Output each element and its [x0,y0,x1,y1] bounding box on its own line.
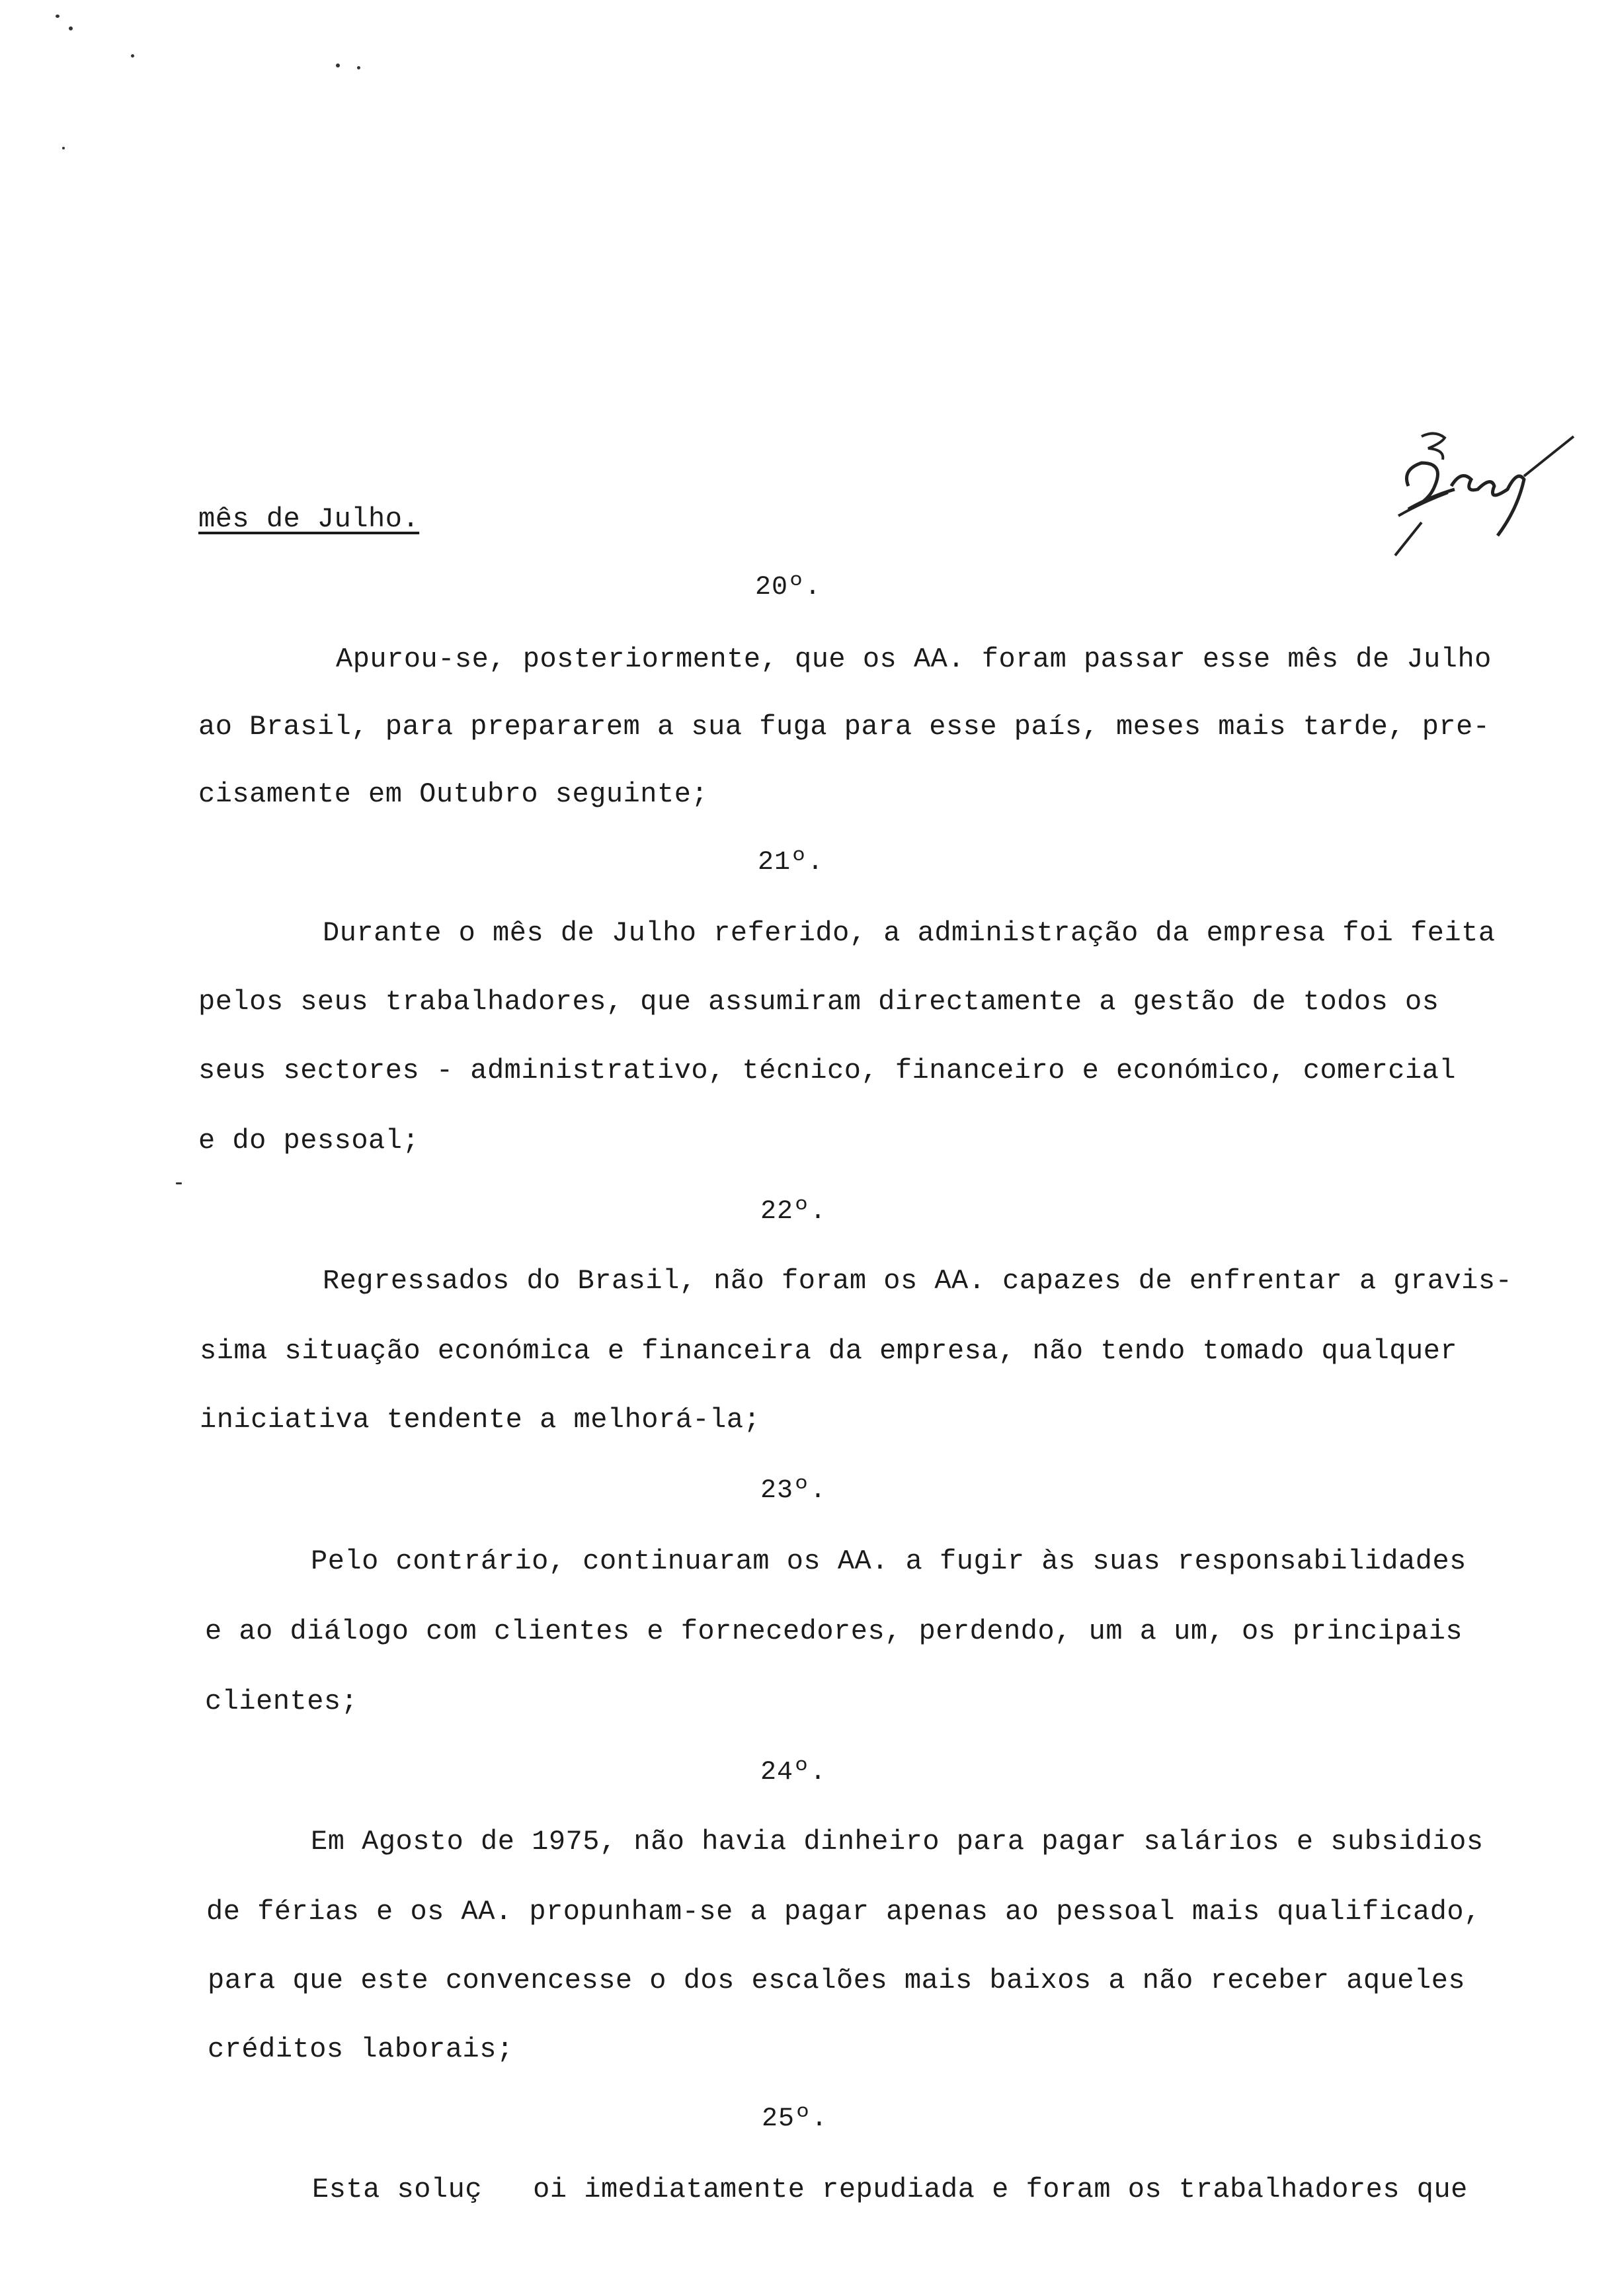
paragraph-line: créditos laborais; [208,2033,514,2065]
paragraph-line: Em Agosto de 1975, não havia dinheiro para pagar salários e subsidios [311,1826,1484,1858]
paper-speck [69,26,73,30]
paper-speck [131,54,134,58]
paragraph-line: cisamente em Outubro seguinte; [198,778,709,810]
paragraph-line: Pelo contrário, continuaram os AA. a fugir às suas responsabilidades [311,1545,1467,1577]
paragraph-line: e do pessoal; [198,1125,420,1157]
section-number: 25º. [762,2104,828,2134]
section-number: 24º. [760,1758,827,1787]
paragraph-line: pelos seus trabalhadores, que assumiram directamente a gestão de todos os [198,986,1439,1018]
paper-speck [357,66,360,69]
paragraph-line: Durante o mês de Julho referido, a administração da empresa foi feita [323,917,1496,949]
paper-speck [336,63,340,67]
header-line: mês de Julho. [198,503,420,535]
section-number: 23º. [760,1476,827,1506]
paragraph-line: sima situação económica e financeira da empresa, não tendo tomado qualquer [200,1335,1458,1367]
section-number: 20º. [755,573,822,602]
paragraph-line: iniciativa tendente a melhorá-la; [200,1404,761,1436]
paragraph-line: clientes; [205,1686,358,1717]
paragraph-line: e ao diálogo com clientes e fornecedores, perdendo, um a um, os principais [205,1616,1463,1647]
paper-speck [56,15,60,18]
paper-speck [176,1182,182,1184]
paragraph-line: de férias e os AA. propunham-se a pagar apenas ao pessoal mais qualificado, [206,1896,1481,1928]
paragraph-line: seus sectores - administrativo, técnico, financeiro e económico, comercial [198,1055,1457,1086]
paper-speck [62,147,65,149]
paragraph-line: Apurou-se, posteriormente, que os AA. foram passar esse mês de Julho [336,643,1492,675]
handwritten-signature [1382,423,1593,595]
paragraph-line: ao Brasil, para prepararem a sua fuga para esse país, meses mais tarde, pre- [198,711,1490,743]
section-number: 21º. [758,848,824,878]
paragraph-line: Esta soluç oi imediatamente repudiada e foram os trabalhadores que [312,2174,1468,2205]
paragraph-line: Regressados do Brasil, não foram os AA. capazes de enfrentar a gravis- [323,1265,1513,1297]
paragraph-line: para que este convencesse o dos escalões mais baixos a não receber aqueles [208,1965,1466,1996]
section-number: 22º. [760,1197,827,1227]
